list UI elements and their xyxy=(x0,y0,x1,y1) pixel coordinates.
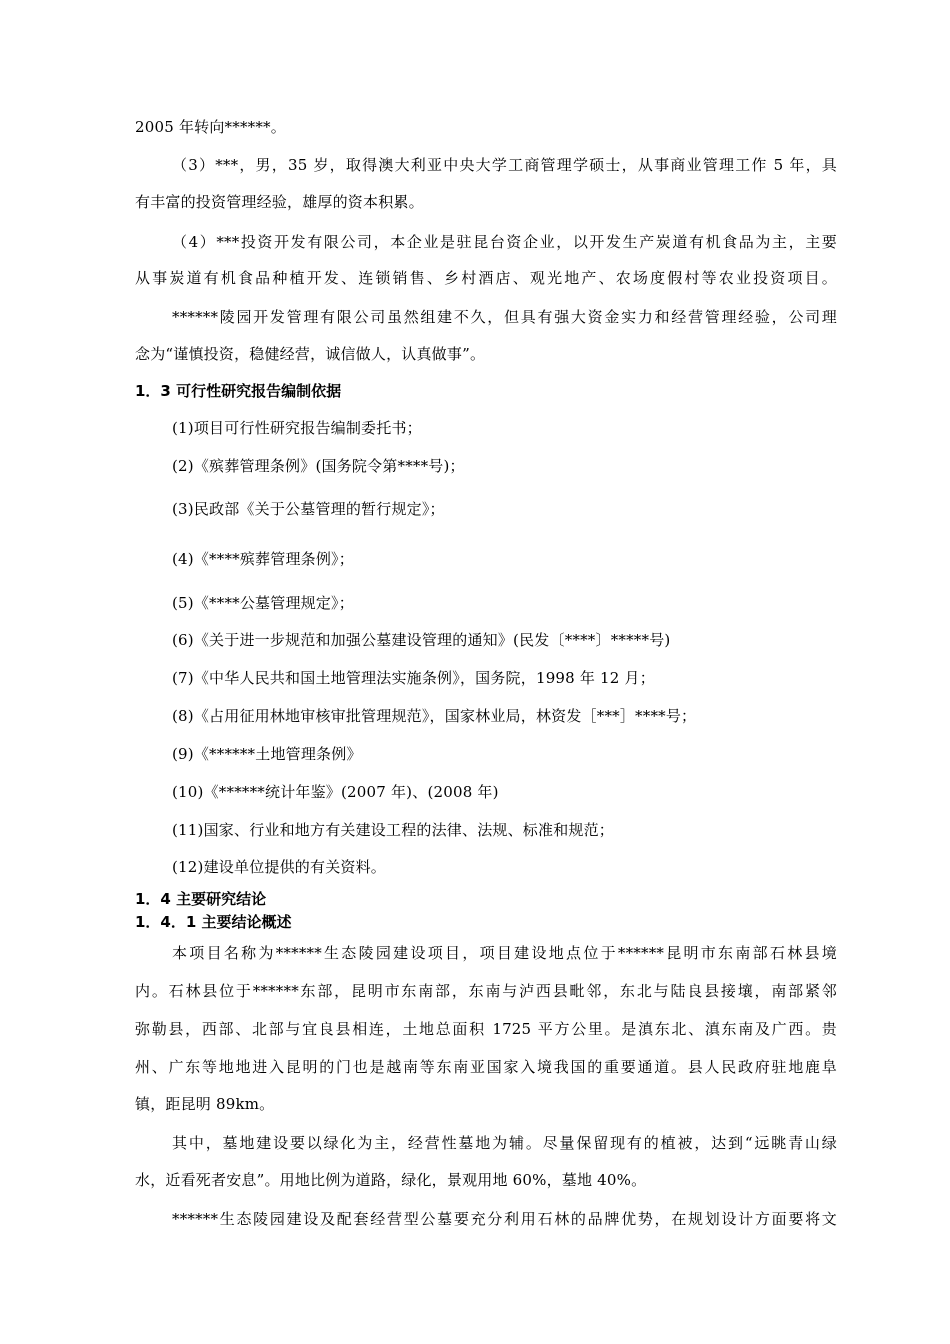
text-line: 本项目名称为******生态陵园建设项目，项目建设地点位于******昆明市东南部石林县境 xyxy=(172,944,837,962)
list-item: (7)《中华人民共和国土地管理法实施条例》，国务院，1998 年 12 月； xyxy=(172,669,655,687)
list-item: (9)《******土地管理条例》 xyxy=(172,745,362,763)
text-line: 州、广东等地地进入昆明的门也是越南等东南亚国家入境我国的重要通道。县人民政府驻地鹿阜 xyxy=(135,1058,837,1076)
text-line: 有丰富的投资管理经验，雄厚的资本积累。 xyxy=(135,193,424,211)
list-item: (5)《****公墓管理规定》； xyxy=(172,594,354,612)
text-line: 弥勒县，西部、北部与宜良县相连，土地总面积 1725 平方公里。是滇东北、滇东南及广西。贵 xyxy=(135,1020,837,1038)
text-line: （4）***投资开发有限公司，本企业是驻昆台资企业，以开发生产炭道有机食品为主，主要 xyxy=(172,233,837,251)
list-item: (3)民政部《关于公墓管理的暂行规定》； xyxy=(172,500,445,518)
list-item: (8)《占用征用林地审核审批管理规范》，国家林业局，林资发［***］****号； xyxy=(172,707,697,725)
text-line: 镇，距昆明 89km。 xyxy=(135,1095,275,1113)
list-item: (2)《殡葬管理条例》(国务院令第****号)； xyxy=(172,457,465,475)
list-item: (11)国家、行业和地方有关建设工程的法律、法规、标准和规范； xyxy=(172,821,614,839)
list-item: (6)《关于进一步规范和加强公墓建设管理的通知》(民发〔****〕*****号) xyxy=(172,631,671,649)
list-item: (1)项目可行性研究报告编制委托书； xyxy=(172,419,422,437)
text-line: ******生态陵园建设及配套经营型公墓要充分利用石林的品牌优势，在规划设计方面要将文 xyxy=(172,1210,837,1228)
list-item: (4)《****殡葬管理条例》； xyxy=(172,550,354,568)
subsection-heading: 1．4．1 主要结论概述 xyxy=(135,913,292,931)
text-line: （3）***，男，35 岁，取得澳大利亚中央大学工商管理学硕士，从事商业管理工作 5 年，具 xyxy=(172,156,837,174)
text-line: 内。石林县位于******东部，昆明市东南部，东南与泸西县毗邻，东北与陆良县接壤，南部紧邻 xyxy=(135,982,837,1000)
section-heading: 1．4 主要研究结论 xyxy=(135,890,267,908)
text-line: 2005 年转向******。 xyxy=(135,118,286,136)
section-heading: 1．3 可行性研究报告编制依据 xyxy=(135,382,342,400)
text-line: 念为“谨慎投资，稳健经营，诚信做人，认真做事”。 xyxy=(135,345,486,363)
text-line: ******陵园开发管理有限公司虽然组建不久，但具有强大资金实力和经营管理经验，公司理 xyxy=(172,308,837,326)
list-item: (10)《******统计年鉴》(2007 年)、(2008 年) xyxy=(172,783,499,801)
list-item: (12)建设单位提供的有关资料。 xyxy=(172,858,386,876)
text-line: 水，近看死者安息”。用地比例为道路，绿化，景观用地 60%，墓地 40%。 xyxy=(135,1171,647,1189)
text-line: 从事炭道有机食品种植开发、连锁销售、乡村酒店、观光地产、农场度假村等农业投资项目。 xyxy=(135,269,837,287)
text-line: 其中，墓地建设要以绿化为主，经营性墓地为辅。尽量保留现有的植被，达到“远眺青山绿 xyxy=(172,1134,837,1152)
